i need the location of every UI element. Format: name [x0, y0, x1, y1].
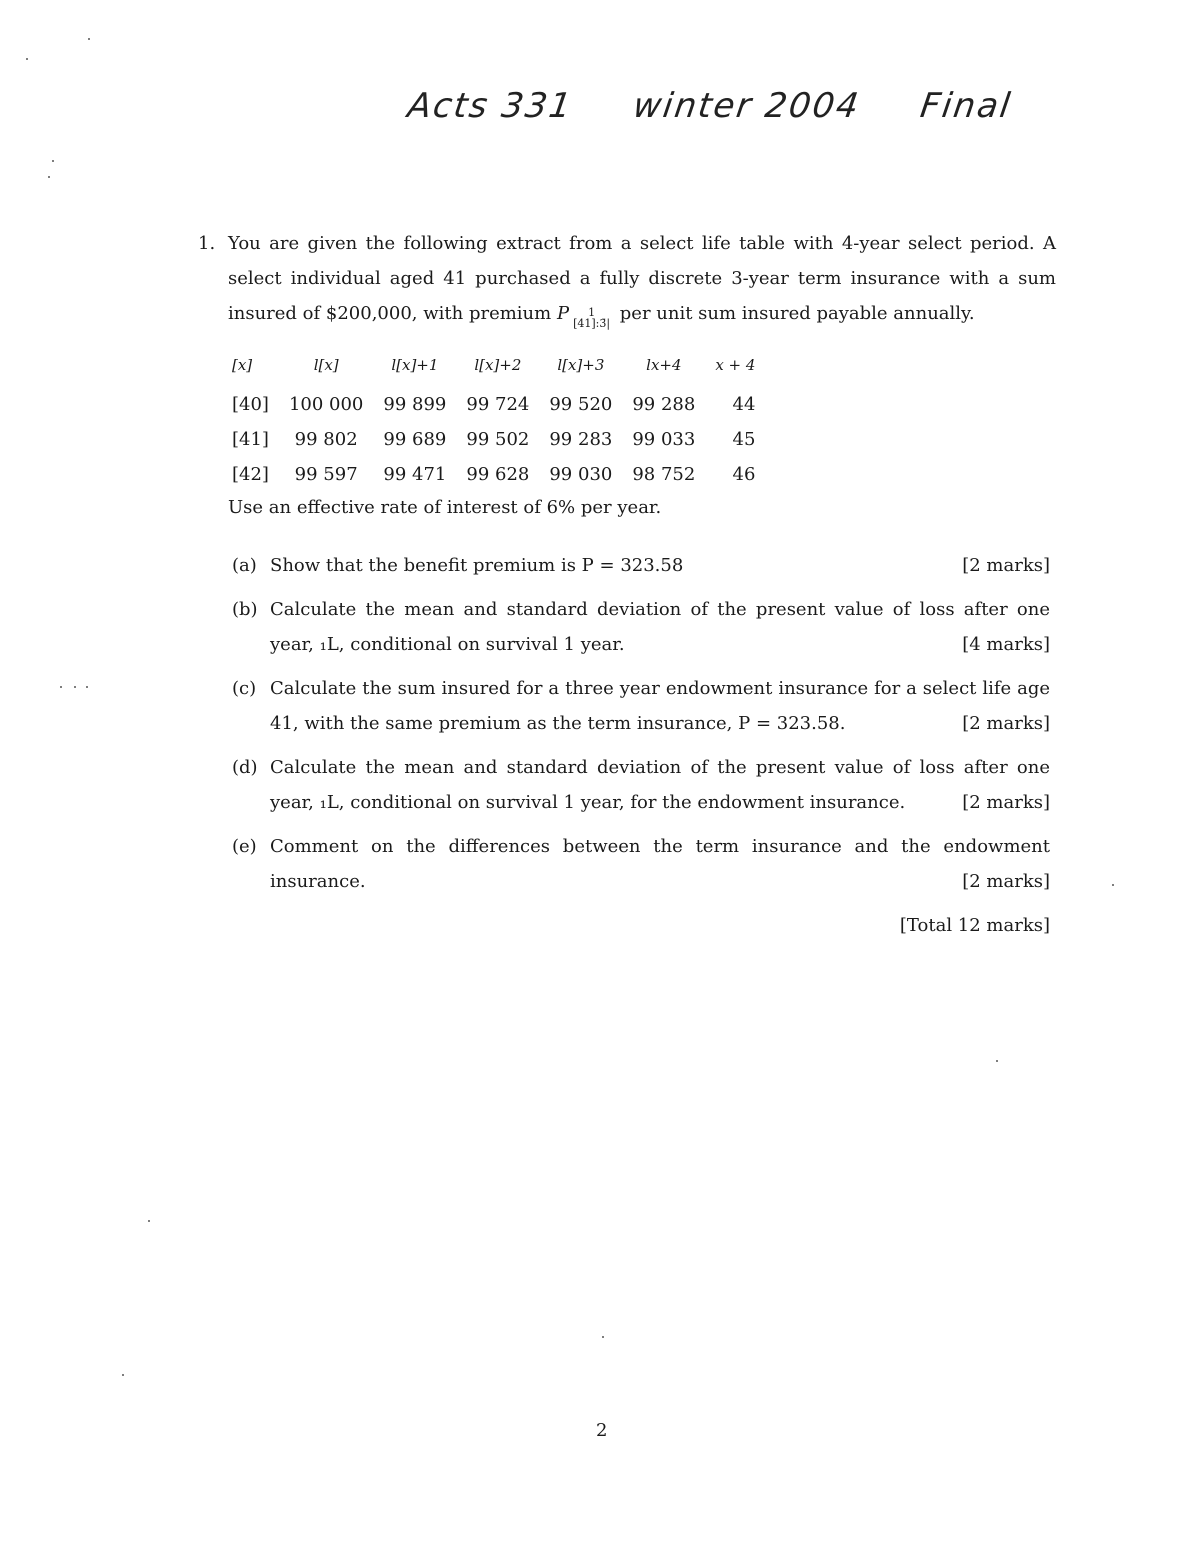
table-cell: [40] — [232, 394, 269, 415]
part-marks: [2 marks] — [962, 792, 1050, 813]
premium-symbol: P — [556, 303, 570, 324]
table-header: lx+4 — [646, 356, 682, 374]
question-number: 1. — [198, 233, 216, 254]
scan-speck — [996, 1060, 998, 1062]
premium-sup: 1 — [588, 306, 596, 319]
interest-note: Use an effective rate of interest of 6% per year. — [228, 497, 662, 518]
scan-speck — [86, 686, 88, 688]
table-cell: 45 — [732, 429, 756, 450]
table-row — [232, 422, 765, 457]
intro-text-2: per unit sum insured payable annually. — [614, 303, 975, 324]
table-cell: 99 288 — [632, 394, 696, 415]
part-label: (b) — [232, 599, 258, 620]
part-marks: [4 marks] — [962, 634, 1050, 655]
premium-sub: [41]:3̄| — [573, 317, 611, 330]
scan-speck — [48, 176, 50, 178]
table-cell: 99 689 — [383, 429, 447, 450]
part-text: Calculate the sum insured for a three year endowment insurance for a select life age 41, with the same premium as the term insurance, P = 323.58. — [270, 678, 1050, 734]
scan-speck — [148, 1220, 150, 1222]
scan-speck — [74, 686, 76, 688]
part-label: (a) — [232, 555, 257, 576]
table-header-row — [232, 348, 765, 387]
part-marks: [2 marks] — [962, 871, 1050, 892]
part-text: Show that the benefit premium is P = 323.58 — [270, 555, 684, 576]
table-cell: 99 030 — [549, 464, 613, 485]
part-text: Calculate the mean and standard deviation of the present value of loss after one year, ₁L, conditional on survival 1 year. — [270, 599, 1050, 655]
table-cell: 99 471 — [383, 464, 447, 485]
scan-speck — [122, 1374, 124, 1376]
table-cell: 99 502 — [466, 429, 530, 450]
table-cell: 46 — [732, 464, 756, 485]
part-marks: [2 marks] — [962, 713, 1050, 734]
scan-speck — [52, 160, 54, 162]
scan-speck — [1112, 884, 1114, 886]
table-header: l[x]+2 — [474, 356, 522, 374]
table-cell: 99 520 — [549, 394, 613, 415]
part-label: (e) — [232, 836, 257, 857]
premium-subscript — [573, 307, 610, 329]
table-header: [x] — [232, 356, 253, 374]
scan-speck — [26, 58, 28, 60]
table-header: l[x]+3 — [557, 356, 605, 374]
part-c — [232, 671, 1050, 741]
question-body — [228, 226, 1056, 331]
exam-type: Final — [917, 86, 1015, 126]
table-cell: 99 724 — [466, 394, 530, 415]
scan-speck — [88, 38, 90, 40]
table-cell: 99 628 — [466, 464, 530, 485]
total-marks: [Total 12 marks] — [899, 915, 1050, 936]
table-header: l[x]+1 — [391, 356, 439, 374]
table-cell: 99 802 — [294, 429, 358, 450]
exam-term: winter 2004 — [630, 86, 863, 126]
part-a — [232, 548, 1050, 583]
scan-speck — [60, 686, 62, 688]
table-cell: 44 — [732, 394, 756, 415]
table-row — [232, 457, 765, 492]
intro-text-1: You are given the following extract from a select life table with 4-year select period. A select individual aged 41 purchased a fully discrete 3-year term insurance with a sum insured of $200,000, with premium — [228, 233, 1056, 324]
select-life-table — [232, 348, 765, 492]
table-header: x + 4 — [715, 356, 756, 374]
question-parts — [232, 548, 1050, 943]
part-d — [232, 750, 1050, 820]
table-cell: 99 899 — [383, 394, 447, 415]
table-cell: 99 033 — [632, 429, 696, 450]
table-cell: 98 752 — [632, 464, 696, 485]
question-intro — [228, 226, 1056, 331]
table-cell: [42] — [232, 464, 269, 485]
table-cell: 99 597 — [294, 464, 358, 485]
page-number: 2 — [596, 1420, 608, 1441]
table-cell: 99 283 — [549, 429, 613, 450]
table-header: l[x] — [313, 356, 339, 374]
part-e — [232, 829, 1050, 899]
table-row — [232, 387, 765, 422]
handwritten-header — [405, 86, 1062, 126]
part-b — [232, 592, 1050, 662]
part-text: Calculate the mean and standard deviation of the present value of loss after one year, ₁L, conditional on survival 1 year, for the endowment insurance. — [270, 757, 1050, 813]
table-cell: 100 000 — [288, 394, 364, 415]
part-marks: [2 marks] — [962, 555, 1050, 576]
part-label: (c) — [232, 678, 257, 699]
scan-speck — [602, 1336, 604, 1338]
course-code: Acts 331 — [405, 86, 576, 126]
part-text: Comment on the differences between the term insurance and the endowment insurance. — [270, 836, 1050, 892]
table-cell: [41] — [232, 429, 269, 450]
part-label: (d) — [232, 757, 258, 778]
